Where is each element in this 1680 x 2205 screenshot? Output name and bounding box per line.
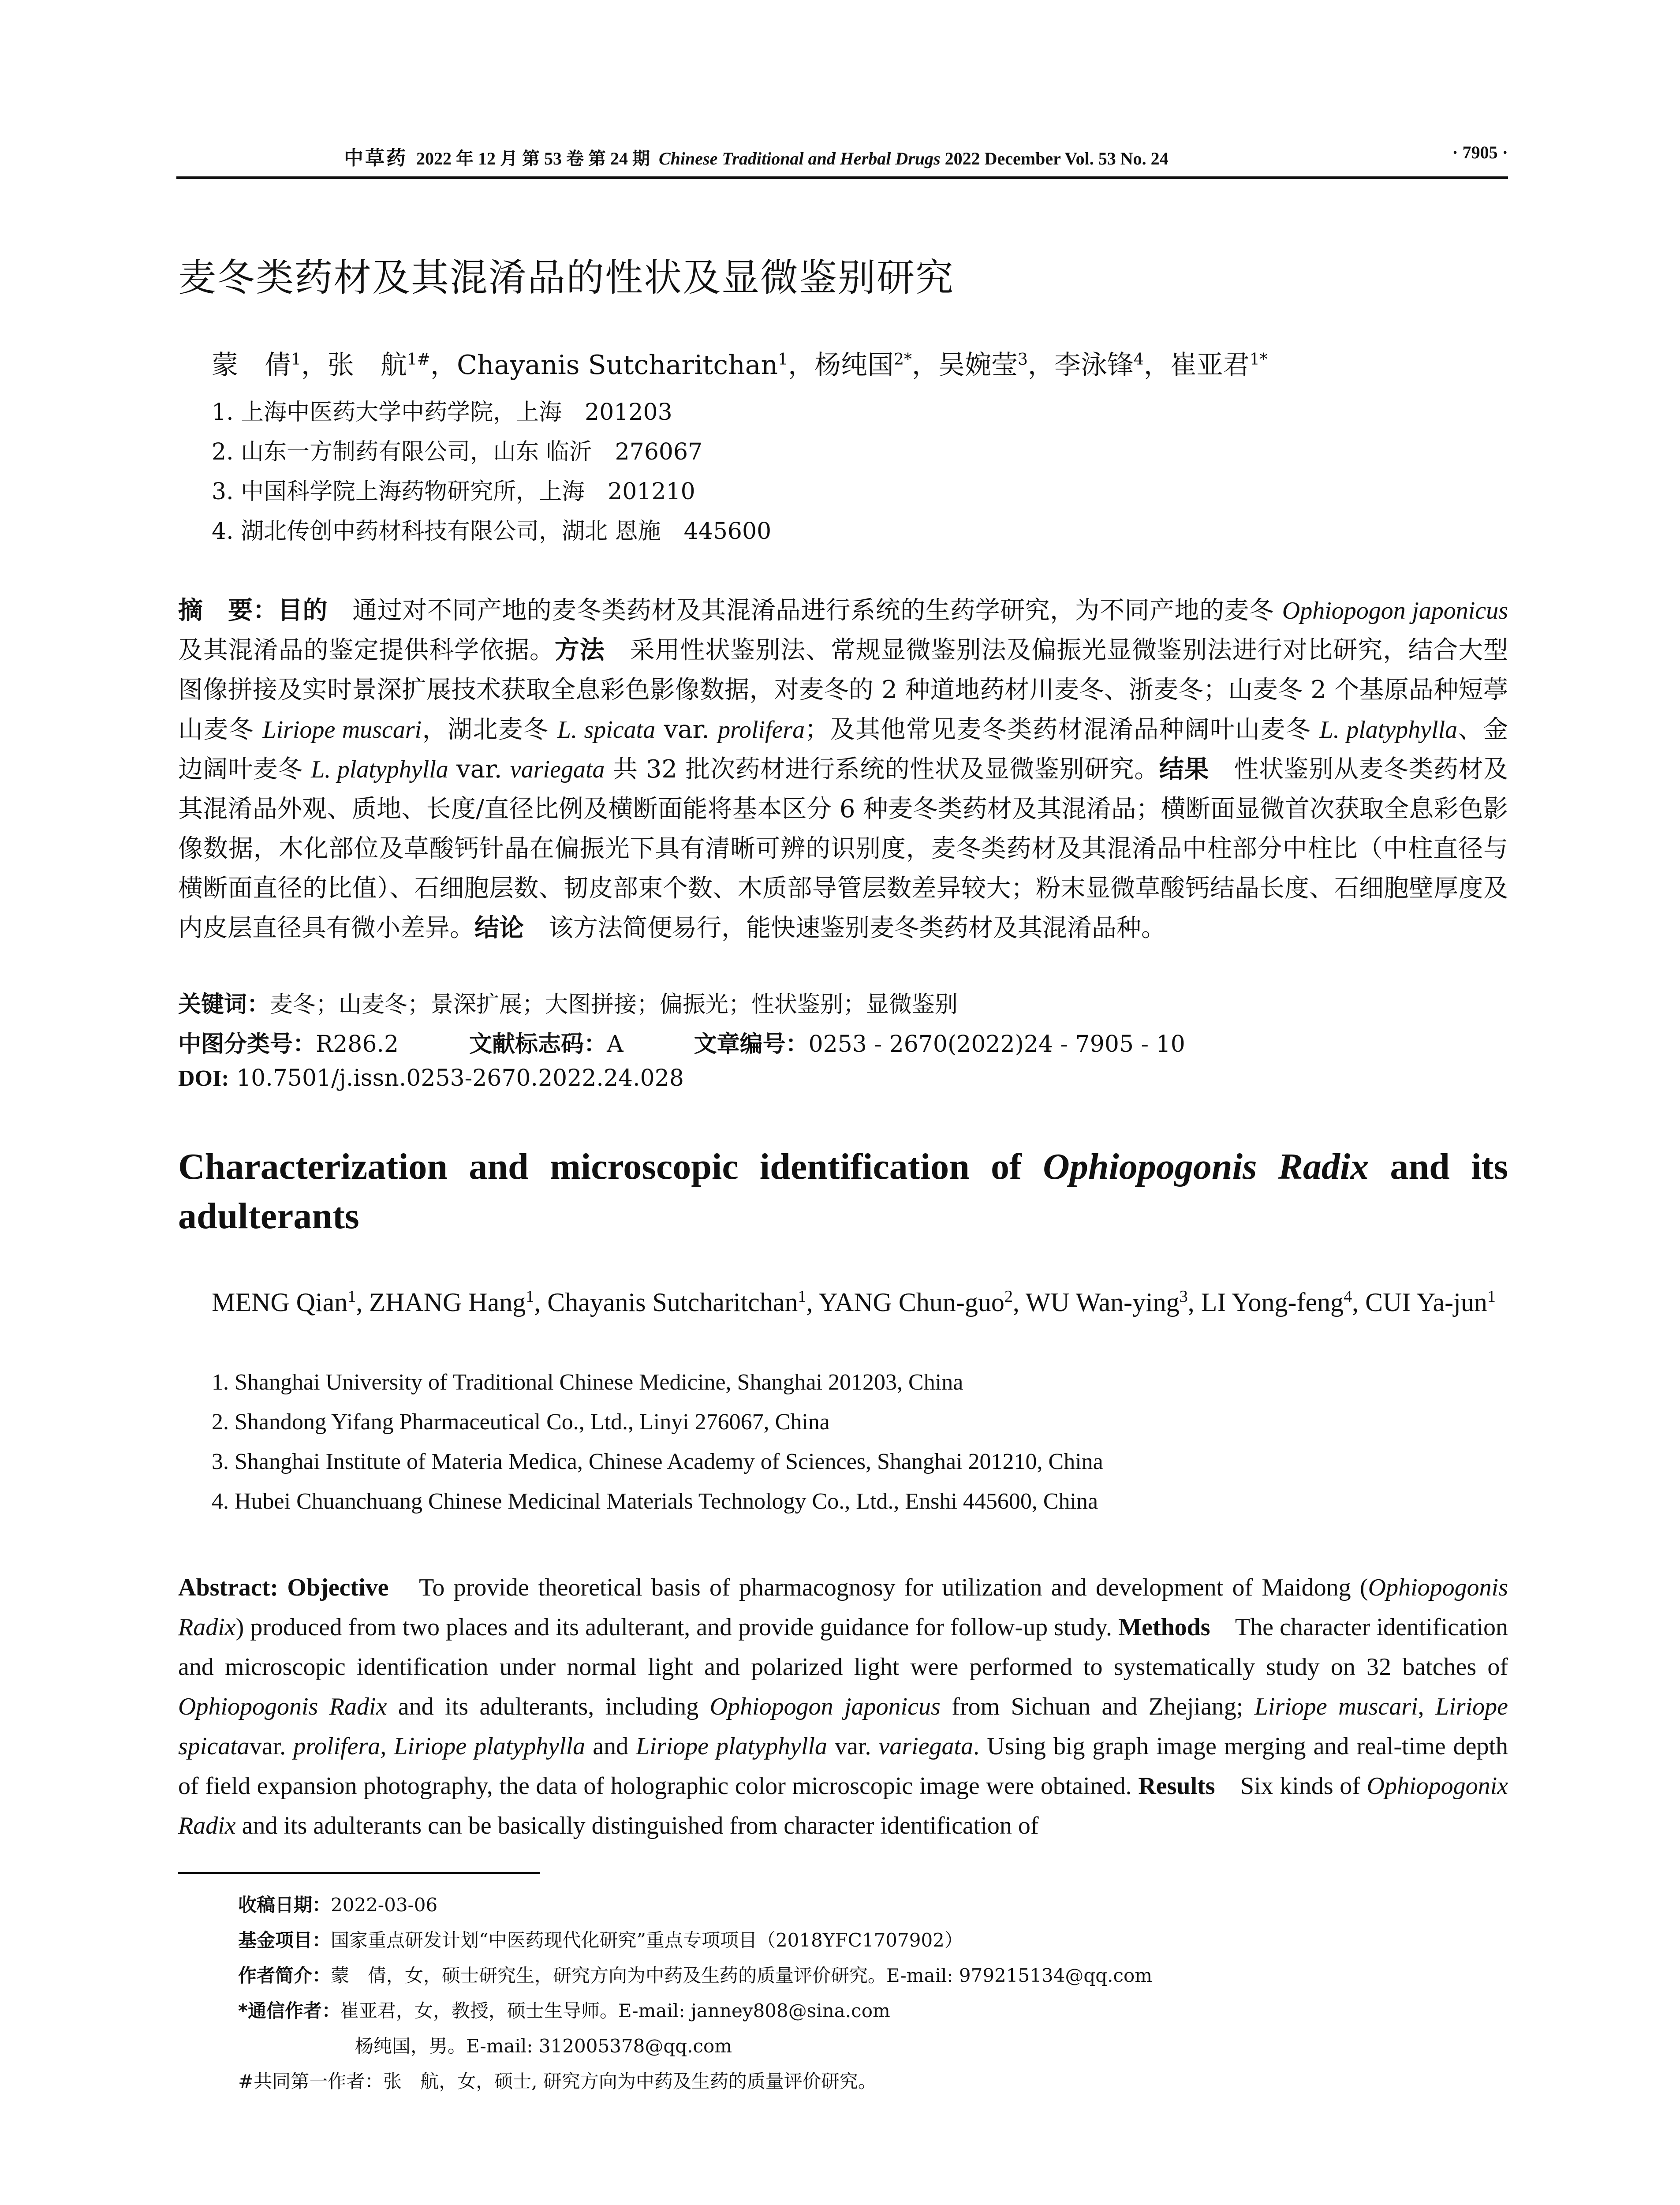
co-first-author: #共同第一作者：张 航，女，硕士, 研究方向为中药及生药的质量评价研究。 bbox=[238, 2070, 877, 2092]
author-name: LI Yong-feng bbox=[1201, 1288, 1344, 1317]
methods-text-cn: ；及其他常见麦冬类药材混淆品种阔叶山麦冬 bbox=[805, 715, 1320, 744]
author-separator: , bbox=[806, 1288, 819, 1317]
author-name: Chayanis Sutcharitchan bbox=[547, 1288, 798, 1317]
author-affiliation-mark: 4 bbox=[1344, 1287, 1352, 1306]
objective-tail-cn: 及其混淆品的鉴定提供科学依据。 bbox=[178, 636, 555, 665]
abstract-en-text: and its adulterants can be basically distinguished from character identification of bbox=[235, 1812, 1039, 1839]
species-name: Liriope spicata bbox=[178, 1693, 1508, 1760]
affiliation-cn: 1. 上海中医药大学中药学院，上海 201203 bbox=[212, 399, 672, 426]
methods-label-cn: 方法 bbox=[554, 636, 605, 665]
author-separator: ， bbox=[912, 350, 938, 381]
corr-value: 崔亚君，女，教授，硕士生导师。E-mail: janney808@sina.com bbox=[340, 2000, 890, 2022]
abstract-en-text: ) produced from two places and its adulterant, and provide guidance for follow-up study. bbox=[235, 1614, 1119, 1641]
author-affiliation-mark: 2 bbox=[1004, 1287, 1013, 1306]
author-separator: ， bbox=[1027, 350, 1054, 381]
received-label: 收稿日期： bbox=[238, 1894, 331, 1916]
methods-text-cn: var. bbox=[448, 755, 510, 784]
author-separator: , bbox=[1012, 1288, 1026, 1317]
author-separator: ， bbox=[301, 350, 328, 381]
abstract-en-text: . Using big graph image merging and real-time depth of field expansion photography, the data of holographic color microscopic image were obtained. bbox=[178, 1733, 1508, 1800]
received-value: 2022-03-06 bbox=[331, 1894, 438, 1916]
species-name: Ophiopogonis Radix bbox=[178, 1574, 1508, 1641]
author-name: ZHANG Hang bbox=[369, 1288, 526, 1317]
methods-label-en: Methods bbox=[1118, 1614, 1210, 1641]
affiliations-cn bbox=[212, 392, 1490, 551]
author-affiliation-mark: 1# bbox=[407, 351, 430, 369]
author-separator: ， bbox=[430, 350, 457, 381]
species-name: L. spicata bbox=[557, 716, 656, 744]
journal-en: Chinese Traditional and Herbal Drugs bbox=[659, 149, 941, 168]
header-rule bbox=[176, 176, 1508, 179]
abstract-en-text: , bbox=[1418, 1693, 1436, 1720]
page-number: · 7905 · bbox=[1452, 142, 1508, 162]
title-en-part: Characterization and microscopic identification of bbox=[178, 1146, 1043, 1187]
author-name: 张 航 bbox=[327, 350, 407, 381]
methods-text-cn: var. bbox=[655, 715, 718, 744]
title-cn: 麦冬类药材及其混淆品的性状及显微鉴别研究 bbox=[178, 256, 954, 300]
author-affiliation-mark: 1 bbox=[347, 1287, 356, 1306]
abstract-cn-label: 摘 要： bbox=[178, 596, 278, 625]
authors-en bbox=[212, 1274, 1508, 1324]
running-header bbox=[176, 140, 1508, 180]
results-text-cn: 性状鉴别从麦冬类药材及其混淆品外观、质地、长度/直径比例及横断面能将基本区分 6 种麦冬类药材及其混淆品；横断面显微首次获取全息彩色影像数据，木化部位及草酸钙针晶在偏振光下具有清晰可辨的识别度，麦冬类药材及其混淆品中柱部分中柱比（中柱直径与横断面直径的比值）、石细胞层数、韧皮部束个数、木质部导管层数差异较大；粉末显微草酸钙结晶长度、石细胞壁厚度及内皮层直径具有微小差异。 bbox=[178, 755, 1508, 942]
abstract-en-text: Six kinds of bbox=[1215, 1772, 1367, 1800]
doi-line bbox=[178, 1065, 1508, 1091]
author-separator: ， bbox=[1143, 350, 1170, 381]
author-name: Chayanis Sutcharitchan bbox=[456, 350, 778, 381]
corresponding-author-2: 杨纯国，男。E-mail: 312005378@qq.com bbox=[355, 2035, 732, 2057]
affiliation-cn: 3. 中国科学院上海药物研究所，上海 201210 bbox=[212, 478, 695, 505]
author-name: WU Wan-ying bbox=[1025, 1288, 1180, 1317]
species-name: Liriope muscari bbox=[262, 716, 422, 744]
author-name: 崔亚君 bbox=[1170, 350, 1250, 381]
affiliation-cn: 4. 湖北传创中药材科技有限公司，湖北 恩施 445600 bbox=[212, 518, 772, 545]
author-affiliation-mark: 1 bbox=[291, 351, 301, 369]
issue-cn: 2022 年 12 月 第 53 卷 第 24 期 bbox=[416, 149, 650, 168]
journal-logo: 中草药 bbox=[344, 147, 407, 169]
author-separator: , bbox=[1352, 1288, 1366, 1317]
issue-en: 2022 December Vol. 53 No. 24 bbox=[945, 149, 1169, 168]
title-en-part: and its adulterants bbox=[178, 1146, 1508, 1237]
article-number-value: 0253 - 2670(2022)24 - 7905 - 10 bbox=[808, 1031, 1185, 1058]
author-separator: , bbox=[356, 1288, 370, 1317]
keywords-label: 关键词： bbox=[178, 991, 270, 1018]
species-name: Liriope platyphylla bbox=[394, 1733, 586, 1760]
abstract-en-text: from Sichuan and Zhejiang; bbox=[940, 1693, 1254, 1720]
bio-value: 蒙 倩，女，硕士研究生，研究方向为中药及生药的质量评价研究。E-mail: 979215134@qq.com bbox=[331, 1965, 1153, 1986]
author-affiliation-mark: 3 bbox=[1179, 1287, 1188, 1306]
author-bio bbox=[238, 1958, 1473, 1993]
author-affiliation-mark: 1 bbox=[1487, 1287, 1496, 1306]
affiliations-en bbox=[212, 1363, 1490, 1521]
abstract-en-label: Abstract: bbox=[178, 1574, 279, 1601]
conclusion-label-cn: 结论 bbox=[474, 914, 524, 942]
article-number-label: 文章编号： bbox=[694, 1031, 809, 1058]
author-affiliation-mark: 2* bbox=[894, 351, 912, 369]
methods-text-cn: ，湖北麦冬 bbox=[422, 715, 557, 744]
conclusion-text-cn: 该方法简便易行，能快速鉴别麦冬类药材及其混淆品种。 bbox=[524, 914, 1166, 942]
footnotes bbox=[238, 1887, 1473, 2099]
abstract-en-text: , bbox=[380, 1733, 394, 1760]
author-name: 蒙 倩 bbox=[212, 350, 291, 381]
fund-project bbox=[238, 1923, 1473, 1958]
clc-label: 中图分类号： bbox=[178, 1031, 316, 1058]
species-name: Liriope platyphylla bbox=[636, 1733, 827, 1760]
author-affiliation-mark: 1 bbox=[778, 351, 788, 369]
results-label-en: Results bbox=[1138, 1772, 1215, 1800]
fund-label: 基金项目： bbox=[238, 1929, 331, 1951]
author-name: YANG Chun-guo bbox=[818, 1288, 1004, 1317]
doi-link[interactable]: 10.7501/j.issn.0253-2670.2022.24.028 bbox=[229, 1065, 684, 1091]
doc-code-label: 文献标志码： bbox=[469, 1031, 607, 1058]
abstract-en-text: and its adulterants, including bbox=[387, 1693, 710, 1720]
header-journal-info bbox=[344, 142, 1169, 170]
fund-value: 国家重点研发计划“中医药现代化研究”重点专项项目（2018YFC1707902） bbox=[331, 1929, 963, 1951]
title-en-italic: Ophiopogonis Radix bbox=[1043, 1146, 1369, 1187]
species-name: variegata bbox=[878, 1733, 974, 1760]
keywords-text: 麦冬；山麦冬；景深扩展；大图拼接；偏振光；性状鉴别；显微鉴别 bbox=[270, 991, 958, 1018]
affiliation-en: 2. Shandong Yifang Pharmaceutical Co., Ltd., Linyi 276067, China bbox=[212, 1409, 830, 1435]
objective-label-cn: 目的 bbox=[277, 596, 328, 625]
affiliation-en: 4. Hubei Chuanchuang Chinese Medicinal Materials Technology Co., Ltd., Enshi 445600, China bbox=[212, 1489, 1098, 1514]
doc-code-value: A bbox=[607, 1031, 623, 1058]
classification-line bbox=[178, 1025, 1508, 1058]
abstract-en-text: The character identification and microscopic identification under normal light and polarized light were performed to systematically study on 32 batches of bbox=[178, 1614, 1508, 1681]
species-name: prolifera bbox=[293, 1733, 381, 1760]
title-en bbox=[178, 1142, 1508, 1241]
doi-label: DOI: bbox=[178, 1066, 229, 1091]
methods-text-cn: 采用性状鉴别法、常规显微鉴别法及偏振光显微鉴别法进行对比研究，结合大型图像拼接及实时景深扩展技术获取全息彩色影像数据，对麦冬的 2 种道地药材川麦冬、浙麦冬；山麦冬 2 个基原品种短葶山麦冬 bbox=[178, 636, 1508, 744]
clc-value: R286.2 bbox=[316, 1031, 399, 1058]
species-name: L. platyphylla bbox=[311, 756, 448, 783]
author-name: 吴婉莹 bbox=[938, 350, 1018, 381]
species-name: Ophiopogonix Radix bbox=[178, 1772, 1508, 1839]
abstract-en-text: var. bbox=[827, 1733, 879, 1760]
footnote-rule bbox=[178, 1872, 540, 1874]
species-name: Ophiopogonis Radix bbox=[178, 1693, 387, 1720]
author-separator: , bbox=[1187, 1288, 1201, 1317]
species-name: Ophiopogon japonicus bbox=[1282, 597, 1508, 624]
abstract-en bbox=[178, 1568, 1508, 1846]
author-affiliation-mark: 3 bbox=[1018, 351, 1028, 369]
species-name: variegata bbox=[510, 756, 605, 783]
bio-label: 作者简介： bbox=[238, 1965, 331, 1986]
affiliation-cn: 2. 山东一方制药有限公司，山东 临沂 276067 bbox=[212, 439, 703, 465]
author-name: 李泳锋 bbox=[1054, 350, 1134, 381]
abstract-en-text: var. bbox=[249, 1733, 294, 1760]
abstract-cn bbox=[178, 591, 1508, 948]
corr-label: *通信作者： bbox=[238, 2000, 340, 2022]
authors-cn bbox=[212, 344, 1268, 382]
author-name: CUI Ya-jun bbox=[1365, 1288, 1487, 1317]
received-date bbox=[238, 1887, 1473, 1923]
author-affiliation-mark: 1 bbox=[798, 1287, 806, 1306]
species-name: prolifera bbox=[718, 716, 805, 744]
author-separator: ， bbox=[788, 350, 815, 381]
author-affiliation-mark: 1 bbox=[526, 1287, 534, 1306]
author-affiliation-mark: 1* bbox=[1249, 351, 1268, 369]
species-name: L. platyphylla bbox=[1319, 716, 1458, 744]
corresponding-author bbox=[238, 1993, 1473, 2029]
author-name: 杨纯国 bbox=[814, 350, 894, 381]
species-name: Ophiopogon japonicus bbox=[709, 1693, 941, 1720]
author-separator: , bbox=[534, 1288, 548, 1317]
keywords-cn bbox=[178, 986, 1508, 1019]
methods-text-cn: 、金边阔叶麦冬 bbox=[178, 715, 1508, 784]
affiliation-en: 3. Shanghai Institute of Materia Medica, Chinese Academy of Sciences, Shanghai 201210, China bbox=[212, 1449, 1103, 1474]
abstract-en-text: To provide theoretical basis of pharmacognosy for utilization and development of Maidong ( bbox=[388, 1574, 1368, 1601]
author-name: MENG Qian bbox=[212, 1288, 348, 1317]
objective-label-en: Objective bbox=[287, 1574, 389, 1601]
results-label-cn: 结果 bbox=[1159, 755, 1209, 784]
author-affiliation-mark: 4 bbox=[1133, 351, 1144, 369]
affiliation-en: 1. Shanghai University of Traditional Chinese Medicine, Shanghai 201203, China bbox=[212, 1370, 963, 1395]
methods-text-cn: 共 32 批次药材进行系统的性状及显微鉴别研究。 bbox=[605, 755, 1159, 784]
objective-text-cn: 通过对不同产地的麦冬类药材及其混淆品进行系统的生药学研究，为不同产地的麦冬 bbox=[327, 596, 1282, 625]
abstract-en-text: and bbox=[585, 1733, 636, 1760]
species-name: Liriope muscari bbox=[1254, 1693, 1418, 1720]
